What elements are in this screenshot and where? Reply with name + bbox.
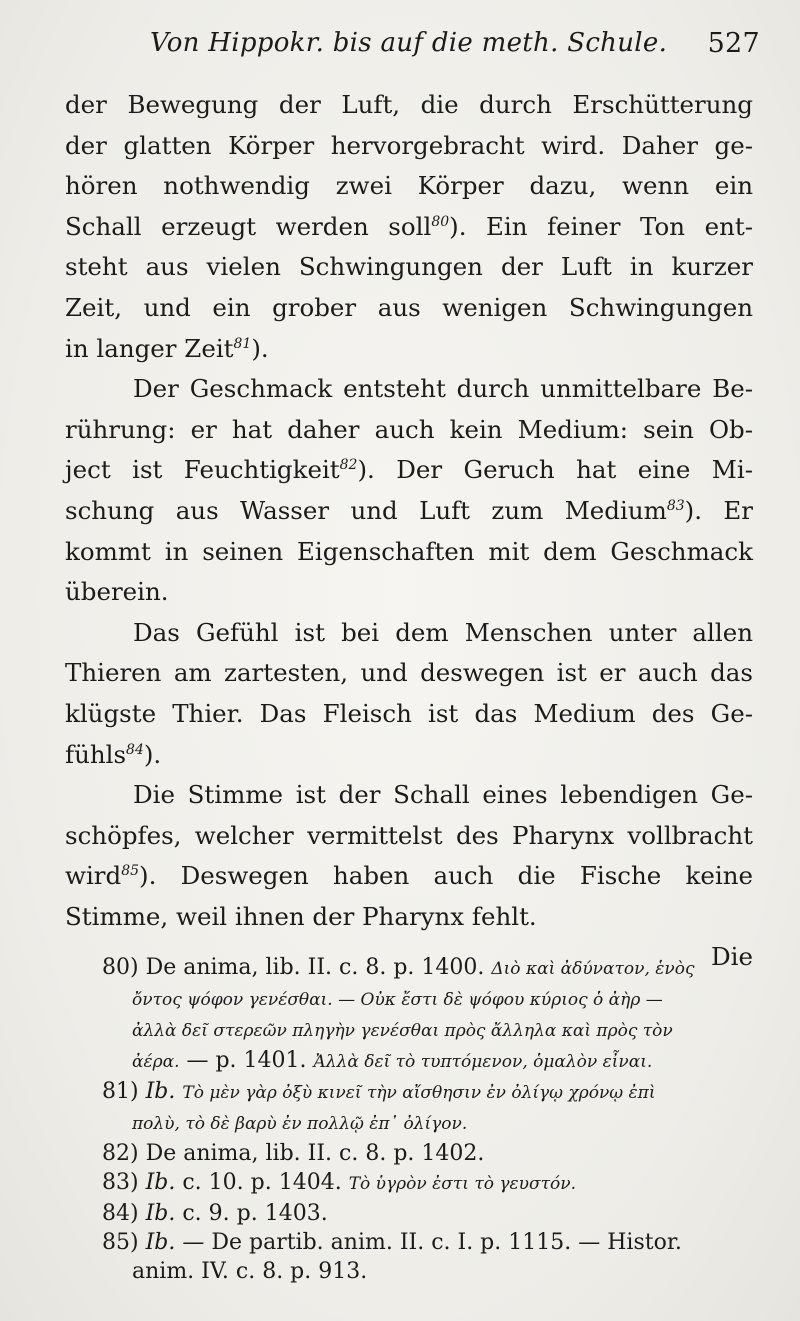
- text-line-content: Die Stimme ist der Schall eines lebendigen Ge-: [133, 780, 753, 810]
- greek-quote: ὄντος ψόφον γενέσθαι. — Οὐκ ἔστι δὲ ψόφου κύριος ὁ ἀὴρ —: [132, 990, 663, 1010]
- greek-quote: Τὸ ὑγρὸν ἐστι τὸ γευστόν.: [348, 1174, 576, 1194]
- text-line-content: überein.: [65, 577, 169, 607]
- footnote-ref: 80: [431, 213, 450, 230]
- text-line-content: klügste Thier. Das Fleisch ist das Medium des Ge-: [65, 698, 753, 728]
- footnote: [70, 1139, 753, 1168]
- body-text: [65, 85, 753, 978]
- text-line: [65, 85, 753, 126]
- footnote: [70, 1077, 753, 1139]
- text-line: [65, 450, 753, 491]
- greek-quote: Διὸ καὶ ἀδύνατον, ἑνὸς: [491, 959, 695, 979]
- text-line: [65, 247, 753, 288]
- running-head: [150, 28, 760, 64]
- text-line: [65, 897, 753, 938]
- text-line: [65, 410, 753, 451]
- text-line-content: Schall erzeugt werden soll: [65, 211, 432, 241]
- footnote-ref: 82: [339, 457, 358, 474]
- text-line: [65, 613, 753, 654]
- text-line-content: Zeit, und ein grober aus wenigen Schwingungen: [65, 292, 753, 322]
- footnote-ref: 84: [126, 741, 144, 758]
- text-line-tail: ). Der Geruch hat eine Mi-: [357, 455, 753, 485]
- text-line-content: der Bewegung der Luft, die durch Erschütterung: [65, 90, 753, 119]
- running-head-title: Von Hippokr. bis auf die meth. Schule.: [150, 28, 668, 58]
- footnote-text: Ib.: [145, 1230, 176, 1255]
- greek-quote: πολὺ, τὸ δὲ βαρὺ ἐν πολλῷ ἐπ᾽ ὀλίγον.: [132, 1114, 468, 1134]
- footnote: [70, 1168, 753, 1199]
- text-line-content: steht aus vielen Schwingungen der Luft in kurzer: [65, 252, 753, 282]
- greek-quote: ἀλλὰ δεῖ στερεῶν πληγὴν γενέσθαι πρὸς ἄλληλα καὶ πρὸς τὸν: [132, 1021, 673, 1041]
- text-line: [65, 126, 753, 167]
- text-line-content: rührung: er hat daher auch kein Medium: sein Ob-: [65, 414, 753, 444]
- text-line-tail: ). Ein feiner Ton ent-: [449, 211, 753, 241]
- footnote-line: [70, 1077, 753, 1108]
- footnote-text: anim. IV. c. 8. p. 913.: [132, 1259, 368, 1284]
- footnote-number: 82): [102, 1141, 139, 1166]
- text-line-content: Stimme, weil ihnen der Pharynx fehlt.: [65, 901, 537, 931]
- footnote-line: [70, 1139, 753, 1168]
- text-line-content: kommt in seinen Eigenschaften mit dem Geschmack: [65, 536, 753, 566]
- greek-quote: Τὸ μὲν γὰρ ὀξὺ κινεῖ τὴν αἴσθησιν ἐν ὀλίγῳ χρόνῳ ἐπὶ: [182, 1083, 656, 1103]
- text-line: [65, 653, 753, 694]
- footnote-text: c. 10. p. 1404.: [175, 1170, 349, 1195]
- text-line-tail: ).: [143, 739, 162, 769]
- text-line-content: fühls: [65, 739, 127, 769]
- text-line: [65, 856, 753, 897]
- text-line: [65, 572, 753, 613]
- text-line: [65, 532, 753, 573]
- text-line: [65, 166, 753, 207]
- text-line-content: schöpfes, welcher vermittelst des Pharynx vollbracht: [65, 820, 753, 850]
- footnote: [70, 953, 753, 1077]
- footnote-ref: 83: [666, 497, 685, 514]
- text-line-content: Die: [711, 942, 753, 972]
- footnote-text: — De partib. anim. II. c. I. p. 1115. — Histor.: [175, 1230, 682, 1255]
- greek-quote: Ἀλλὰ δεῖ τὸ τυπτόμενον, ὁμαλὸν εἶναι.: [313, 1052, 653, 1072]
- text-line: [65, 329, 753, 370]
- text-line-content: der glatten Körper hervorgebracht wird. Daher ge-: [65, 130, 753, 160]
- text-line-content: wird: [65, 861, 122, 891]
- text-line-content: Der Geschmack entsteht durch unmittelbare Be-: [133, 374, 753, 404]
- text-line: [65, 207, 753, 248]
- text-line-content: schung aus Wasser und Luft zum Medium: [65, 495, 667, 525]
- footnote-ref: 85: [121, 863, 140, 880]
- text-line: [65, 775, 753, 816]
- footnote-line: [70, 1046, 753, 1077]
- footnote-text: Ib.: [145, 1201, 176, 1226]
- text-line-content: ject ist Feuchtigkeit: [65, 455, 340, 485]
- text-line-tail: ).: [251, 333, 269, 363]
- footnote-line: [70, 1199, 753, 1228]
- footnote-text: De anima, lib. II. c. 8. p. 1400.: [145, 955, 492, 980]
- text-line: [65, 288, 753, 329]
- footnote: [70, 1199, 753, 1228]
- text-line-tail: ). Er: [684, 495, 753, 525]
- footnote-text: c. 9. p. 1403.: [175, 1201, 328, 1226]
- footnote-line: [70, 1257, 753, 1286]
- footnote-line: [70, 1015, 753, 1046]
- footnote-number: 80): [102, 955, 139, 980]
- footnote-line: [70, 984, 753, 1015]
- text-line-content: in langer Zeit: [65, 333, 234, 363]
- footnote-text: Ib.: [145, 1170, 176, 1195]
- text-line-content: Das Gefühl ist bei dem Menschen unter allen: [133, 617, 753, 647]
- text-line: [65, 735, 753, 776]
- footnotes: [70, 953, 753, 1286]
- footnote-text: — p. 1401.: [179, 1048, 314, 1073]
- text-line-tail: ). Deswegen haben auch die Fische keine: [139, 861, 753, 891]
- text-line-content: Thieren am zartesten, und deswegen ist er auch das: [65, 658, 753, 688]
- footnote-ref: 81: [233, 335, 252, 352]
- footnote-number: 83): [102, 1170, 139, 1195]
- footnote-line: [70, 1228, 753, 1257]
- footnote-line: [70, 1168, 753, 1199]
- page-number: 527: [707, 28, 760, 59]
- footnote: [70, 1228, 753, 1286]
- text-line: [65, 816, 753, 857]
- text-line-content: hören nothwendig zwei Körper dazu, wenn ein: [65, 171, 753, 201]
- footnote-text: Ib.: [145, 1079, 176, 1104]
- text-line: [65, 369, 753, 410]
- footnote-line: [70, 1108, 753, 1139]
- footnote-line: [70, 953, 753, 984]
- text-line: [65, 694, 753, 735]
- footnote-number: 84): [102, 1201, 139, 1226]
- greek-quote: ἀέρα.: [132, 1052, 180, 1072]
- footnote-number: 81): [102, 1079, 139, 1104]
- text-line: [65, 491, 753, 532]
- footnote-number: 85): [102, 1230, 139, 1255]
- footnote-text: De anima, lib. II. c. 8. p. 1402.: [145, 1141, 485, 1166]
